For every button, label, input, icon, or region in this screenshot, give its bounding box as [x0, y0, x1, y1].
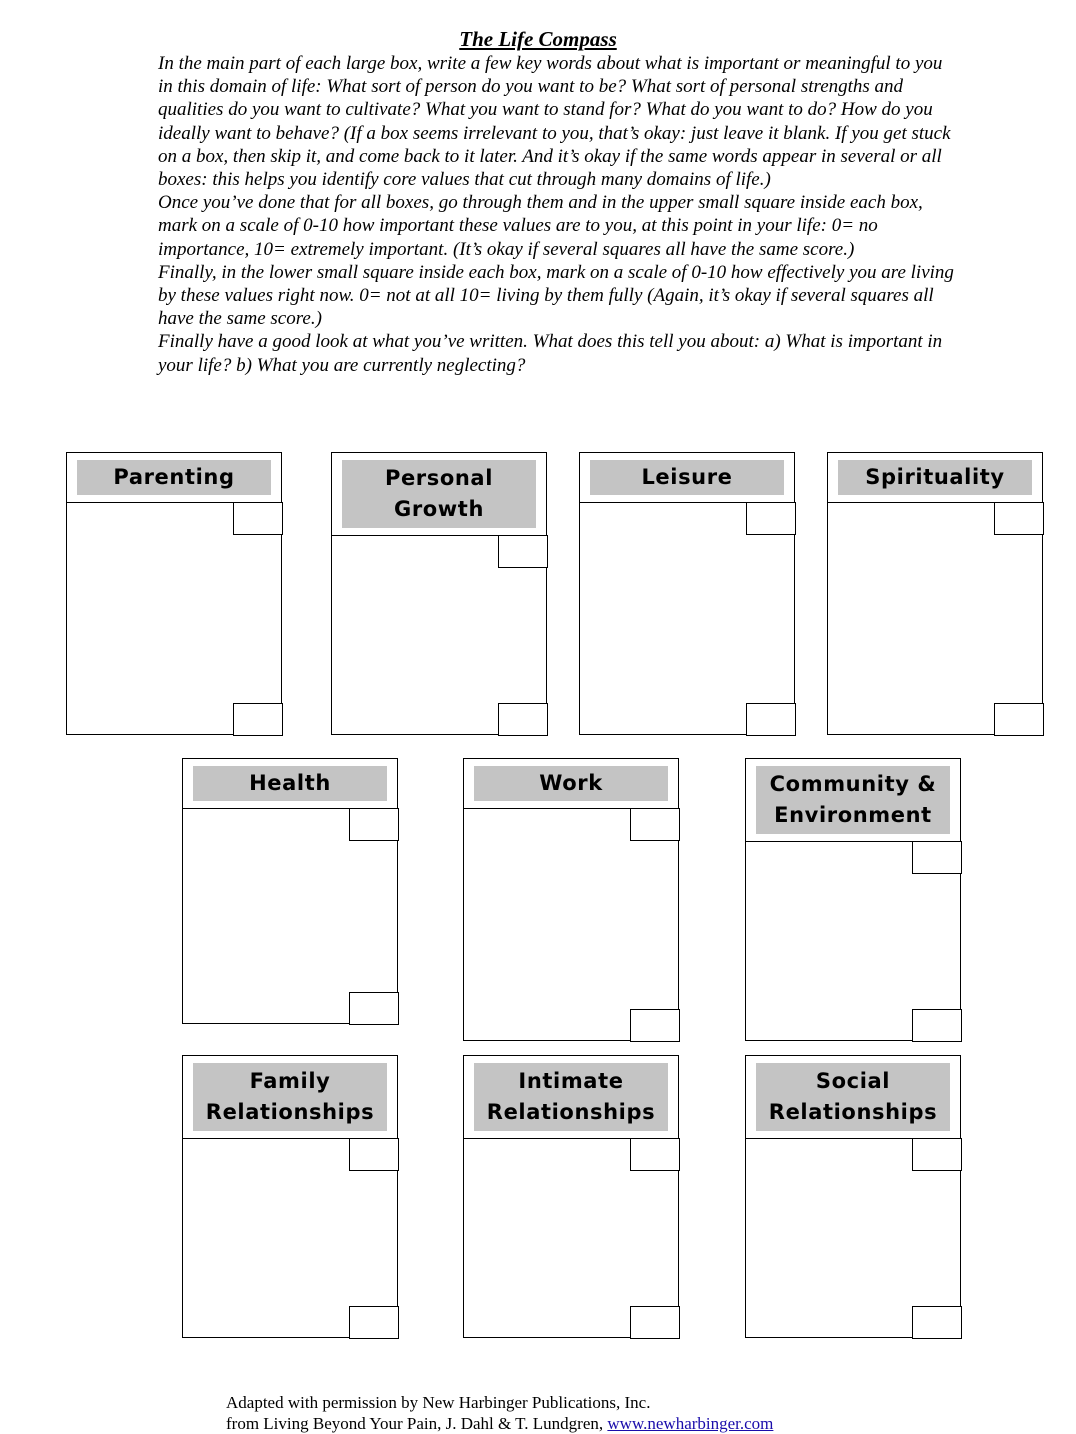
domain-header — [183, 759, 397, 809]
importance-score-box[interactable] — [994, 502, 1044, 535]
effectiveness-score-box[interactable] — [746, 703, 796, 736]
effectiveness-score-box[interactable] — [994, 703, 1044, 736]
effectiveness-score-box[interactable] — [630, 1009, 680, 1042]
instruction-paragraph: Finally have a good look at what you’ve written. What does this tell you about: a) What is important in your life? b) What you are currently neglecting? — [158, 331, 943, 376]
importance-score-box[interactable] — [349, 1138, 399, 1171]
domain-box-spirituality[interactable] — [827, 452, 1043, 735]
domain-label: Family Relationships — [193, 1063, 387, 1131]
domain-box-social-relationships[interactable] — [745, 1055, 961, 1338]
domain-label: Health — [193, 766, 387, 801]
importance-score-box[interactable] — [349, 808, 399, 841]
importance-score-box[interactable] — [630, 808, 680, 841]
page-title: The Life Compass — [459, 27, 617, 51]
instruction-paragraph: In the main part of each large box, write a few key words about what is important or meaningful to you in this domain of life: What sort of person do you want to be? What sort of personal strengths and qualities do you want to cultivate? What you want to stand for? What do you want to do? How do you ideally want to behave? (If a box seems irrelevant to you, that’s okay: just leave it blank. If you get stuck on a box, then skip it, and come back to it later. And it’s okay if the same words appear in several or all boxes: this helps you identify core values that cut through many domains of life.) — [158, 53, 951, 191]
footer-credits — [226, 1392, 773, 1434]
importance-score-box[interactable] — [630, 1138, 680, 1171]
domain-box-leisure[interactable] — [579, 452, 795, 735]
footer-line-2 — [226, 1413, 773, 1434]
effectiveness-score-box[interactable] — [912, 1306, 962, 1339]
domain-header — [746, 759, 960, 842]
domain-box-work[interactable] — [463, 758, 679, 1041]
effectiveness-score-box[interactable] — [349, 1306, 399, 1339]
domain-label: Social Relationships — [756, 1063, 950, 1131]
domain-box-community-environment[interactable] — [745, 758, 961, 1041]
domain-label: Personal Growth — [342, 460, 536, 528]
instruction-paragraph: Finally, in the lower small square inside each box, mark on a scale of 0-10 how effectively you are living by these values right now. 0= not at all 10= living by them fully (Again, it’s okay if several squares all have the same score.) — [158, 261, 954, 330]
footer-line-2-text: from Living Beyond Your Pain, J. Dahl & T. Lundgren, — [226, 1414, 608, 1433]
importance-score-box[interactable] — [912, 841, 962, 874]
publisher-link[interactable]: www.newharbinger.com — [607, 1414, 774, 1433]
domain-label: Work — [474, 766, 668, 801]
domain-header — [828, 453, 1042, 503]
effectiveness-score-box[interactable] — [233, 703, 283, 736]
domain-label: Community & Environment — [756, 766, 950, 834]
domain-box-health[interactable] — [182, 758, 398, 1024]
importance-score-box[interactable] — [912, 1138, 962, 1171]
domain-header — [580, 453, 794, 503]
effectiveness-score-box[interactable] — [912, 1009, 962, 1042]
effectiveness-score-box[interactable] — [498, 703, 548, 736]
footer-line-1: Adapted with permission by New Harbinger Publications, Inc. — [226, 1393, 651, 1412]
domain-label: Intimate Relationships — [474, 1063, 668, 1131]
importance-score-box[interactable] — [746, 502, 796, 535]
domain-box-parenting[interactable] — [66, 452, 282, 735]
domain-header — [464, 1056, 678, 1139]
domain-header — [332, 453, 546, 536]
domain-box-family-relationships[interactable] — [182, 1055, 398, 1338]
domain-header — [183, 1056, 397, 1139]
domain-header — [67, 453, 281, 503]
effectiveness-score-box[interactable] — [349, 992, 399, 1025]
domain-label: Leisure — [590, 460, 784, 495]
importance-score-box[interactable] — [498, 535, 548, 568]
domain-box-personal-growth[interactable] — [331, 452, 547, 735]
domain-header — [746, 1056, 960, 1139]
instruction-paragraph: Once you’ve done that for all boxes, go through them and in the upper small square inside each box, mark on a scale of 0-10 how important these values are to you, at this point in your life: 0= no importance, 10= extremely important. (It’s okay if several squares all have the same score.) — [158, 192, 923, 260]
instructions — [158, 52, 958, 377]
importance-score-box[interactable] — [233, 502, 283, 535]
effectiveness-score-box[interactable] — [630, 1306, 680, 1339]
domain-label: Parenting — [77, 460, 271, 495]
domain-box-intimate-relationships[interactable] — [463, 1055, 679, 1338]
domain-label: Spirituality — [838, 460, 1032, 495]
domain-header — [464, 759, 678, 809]
